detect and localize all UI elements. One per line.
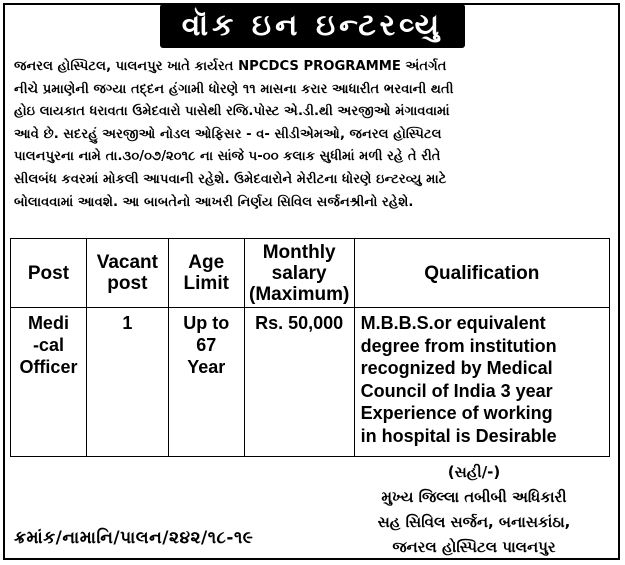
cell-qualification [354, 308, 609, 457]
header-salary-line: Monthly [262, 241, 336, 263]
header-vacant-post [86, 239, 168, 308]
intro-line: આવે છે. સદરહું અરજીઓ નોડલ ઓફિસર - વ- સીડીએમઓ, જનરલ હોસ્પિટલ [14, 126, 442, 142]
intro-line: બોલાવવામાં આવશે. આ બાબતેનો આખરી નિર્ણય સિવિલ સર્જનશ્રીનો રહેશે. [14, 194, 414, 210]
header-age-limit [168, 239, 244, 308]
intro-line: સીલબંધ કવરમાં મોકલી આપવાની રહેશે. ઉમેદવારોને મેરીટના ધોરણે ઇન્ટરવ્યુ માટે [14, 171, 447, 187]
age-line: 67 [196, 335, 217, 355]
table-row [11, 308, 610, 457]
intro-paragraph [14, 56, 610, 214]
post-line: Medi [27, 313, 69, 333]
cell-salary: Rs. 50,000 [244, 308, 354, 457]
intro-line: હોઇ લાયકાત ધરાવતા ઉમેદવારો પાસેથી રજિ.પોસ્ટ એ.ડી.થી અરજીઓ મંગાવવામાં [14, 104, 450, 120]
age-line: Year [187, 357, 226, 377]
vacancy-table [10, 238, 610, 457]
notice-title: વૉક ઇન ઇન્ટરવ્યુ [160, 4, 466, 48]
banner-container [0, 4, 625, 52]
header-qualification: Qualification [354, 239, 609, 308]
qualification-line: M.B.B.S.or equivalent [360, 313, 546, 333]
qualification-line: degree from institution [360, 335, 557, 356]
header-age-line: Limit [183, 273, 229, 294]
intro-line: નીચે પ્રમાણેની જગ્યા તદ્દન હંગામી ધોરણે ૧૧ માસના કરાર આધારીત ભરવાની થતી [14, 81, 454, 97]
signature-block [349, 460, 599, 560]
intro-line: પાલનપુરના નામે તા.૩૦/૦૭/૨૦૧૮ ના સાંજે ૫-૦૦ કલાક સુધીમાં મળી રહે તે રીતે [14, 149, 441, 165]
qualification-line: Experience of working [360, 403, 553, 423]
signature-line: જનરલ હોસ્પિટલ પાલનપુર [392, 538, 556, 556]
header-salary-line: salary [271, 262, 327, 284]
signature-line: સહ સિવિલ સર્જન, બનાસકાંઠા, [377, 513, 571, 531]
reference-number: ક્રમાંક/નામાનિ/પાલન/૨૪૨/૧૮-૧૯ [14, 528, 254, 548]
header-vacant-line: Vacant [96, 252, 158, 273]
table-header-row [11, 239, 610, 308]
post-line: -cal [32, 335, 64, 355]
cell-post [11, 308, 87, 457]
header-monthly-salary [244, 239, 354, 308]
age-line: Up to [183, 313, 230, 333]
qualification-line: in hospital is Desirable [360, 425, 557, 446]
qualification-line: recognized by Medical [360, 358, 553, 378]
header-vacant-line: post [107, 273, 148, 294]
qualification-line: Council of India 3 year [360, 380, 553, 401]
post-line: Officer [19, 357, 78, 377]
header-salary-line: (Maximum) [249, 283, 350, 305]
cell-age [168, 308, 244, 457]
header-age-line: Age [188, 252, 225, 273]
signature-line: (સહી/-) [447, 463, 501, 481]
intro-line: જનરલ હોસ્પિટલ, પાલનપુર ખાતે કાર્યરત NPCDCS PROGRAMME અંતર્ગત [14, 59, 447, 74]
header-post: Post [11, 239, 87, 308]
signature-line: મુખ્ય જિલ્લા તબીબી અધિકારી [381, 488, 567, 506]
cell-vacant: 1 [86, 308, 168, 457]
